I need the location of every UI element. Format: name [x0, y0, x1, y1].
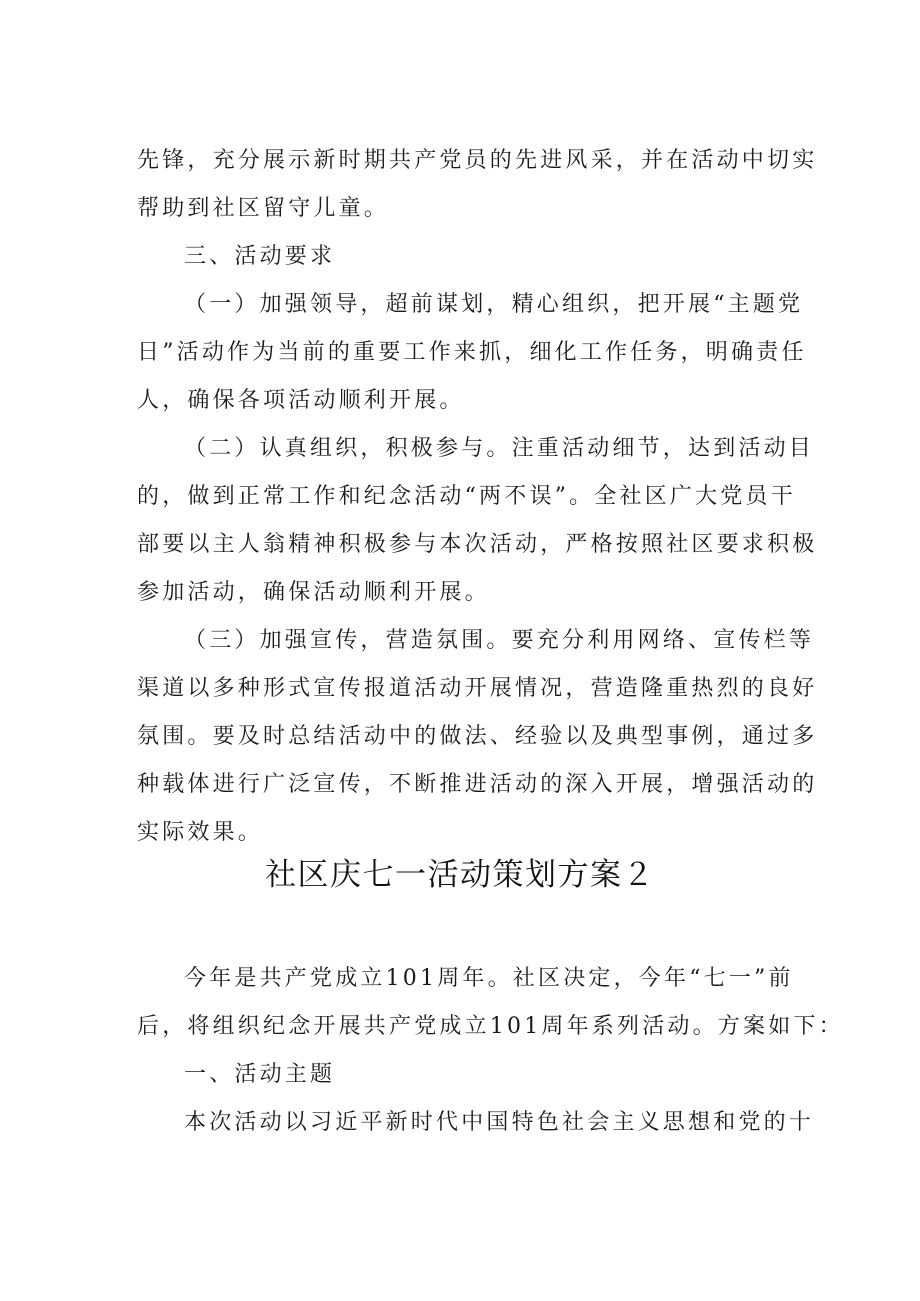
paragraph-line: 实际效果。 — [137, 820, 264, 845]
paragraph-line: 人，确保各项活动顺利开展。 — [137, 388, 465, 413]
paragraph-line: 日”活动作为当前的重要工作来抓，细化工作任务，明确责任 — [137, 340, 807, 365]
paragraph-line: 本次活动以习近平新时代中国特色社会主义思想和党的十 — [184, 1110, 815, 1135]
paragraph-line: 帮助到社区留守儿童。 — [137, 196, 390, 221]
paragraph-line: （二）认真组织，积极参与。注重活动细节，达到活动目 — [184, 436, 815, 461]
paragraph-line: 先锋，充分展示新时期共产党员的先进风采，并在活动中切实 — [137, 148, 818, 173]
paragraph-line: 氛围。要及时总结活动中的做法、经验以及典型事例，通过多 — [137, 724, 818, 749]
paragraph-line: 参加活动，确保活动顺利开展。 — [137, 580, 490, 605]
paragraph-line: 后，将组织纪念开展共产党成立101周年系列活动。方案如下： — [137, 1014, 844, 1039]
paragraph-line: 种载体进行广泛宣传，不断推进活动的深入开展，增强活动的 — [137, 772, 818, 797]
paragraph-line: 今年是共产党成立101周年。社区决定，今年“七一”前 — [184, 966, 794, 991]
section-heading-requirements: 三、活动要求 — [184, 244, 336, 269]
paragraph-line: 的，做到正常工作和纪念活动“两不误”。全社区广大党员干 — [137, 484, 796, 509]
paragraph-line: （三）加强宣传，营造氛围。要充分利用网络、宣传栏等 — [184, 628, 815, 653]
paragraph-line: （一）加强领导，超前谋划，精心组织，把开展“主题党 — [184, 292, 804, 317]
document-title: 社区庆七一活动策划方案２ — [265, 857, 655, 893]
paragraph-line: 渠道以多种形式宣传报道活动开展情况，营造隆重热烈的良好 — [137, 676, 818, 701]
section-heading-theme: 一、活动主题 — [184, 1062, 336, 1087]
paragraph-line: 部要以主人翁精神积极参与本次活动，严格按照社区要求积极 — [137, 532, 818, 557]
